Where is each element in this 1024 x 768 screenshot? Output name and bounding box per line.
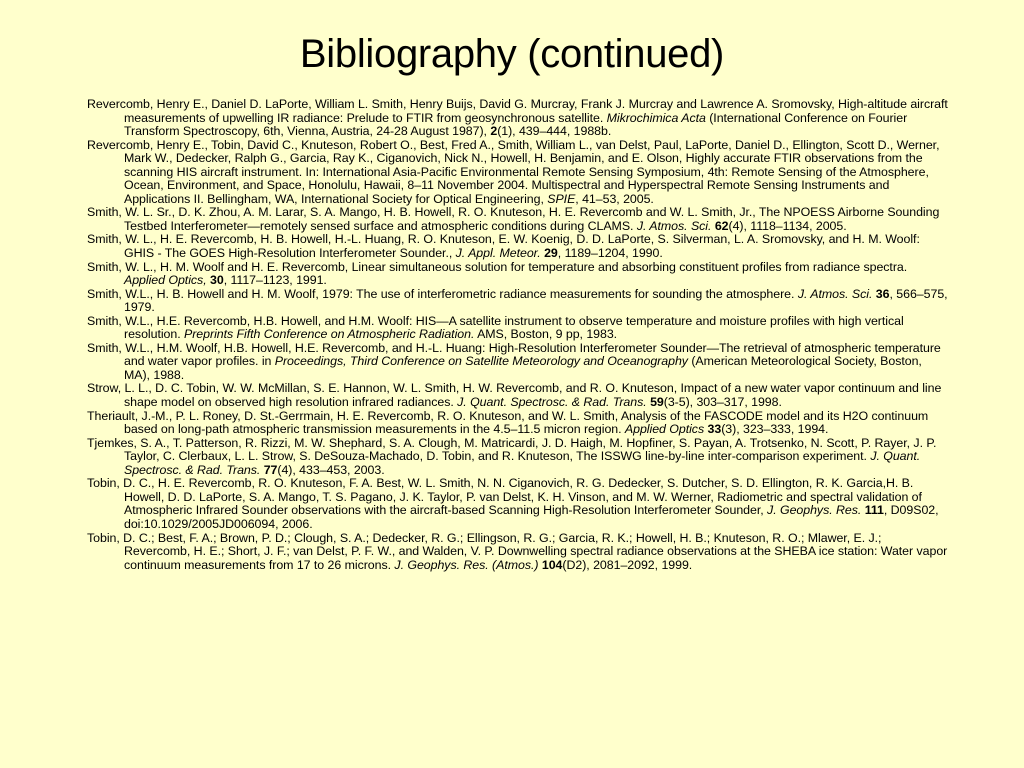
reference-entry [87, 532, 949, 573]
journal-title: J. Geophys. Res. [767, 503, 862, 518]
journal-title: J. Appl. Meteor. [455, 246, 541, 261]
reference-entry [87, 261, 949, 288]
reference-entry [87, 139, 949, 207]
reference-list [87, 98, 949, 572]
volume-number: 104 [541, 557, 563, 572]
reference-text: (4), 1118–1134, 2005. [728, 218, 847, 233]
reference-text: , 41–53, 2005. [575, 191, 654, 206]
reference-text: , 1189–1204, 1990. [557, 246, 663, 261]
reference-text: Smith, W. L., H. E. Revercomb, H. B. Howell, H.-L. Huang, R. O. Knuteson, E. W. Koenig, D. D. LaPorte, S. Silverman, L. A. Sromovsky, and H. M. Woolf: GHIS - The GOES High-Resolution Interferometer Sounder., [87, 232, 920, 261]
journal-title: Applied Optics [624, 422, 705, 437]
volume-number: 30 [210, 273, 224, 288]
reference-text: (D2), 2081–2092, 1999. [562, 557, 693, 572]
reference-entry [87, 342, 949, 383]
journal-title: J. Atmos. Sci. [797, 286, 873, 301]
reference-text: , 566–575, 1979. [124, 286, 948, 315]
reference-text: (3), 323–333, 1994. [721, 422, 829, 437]
reference-text: (1), 439–444, 1988b. [497, 124, 612, 139]
journal-title: J. Quant. Spectrosc. & Rad. Trans. [457, 395, 647, 410]
journal-title: J. Quant. Spectrosc. & Rad. Trans. [124, 449, 921, 477]
journal-title: Proceedings, Third Conference on Satellite Meteorology and Oceanography [274, 354, 688, 369]
volume-number: 29 [544, 246, 558, 261]
reference-text: , D09S02, doi:10.1029/2005JD006094, 2006. [124, 503, 939, 531]
reference-text: (American Meteorological Society, Boston, MA), 1988. [124, 354, 922, 382]
reference-text: AMS, Boston, 9 pp, 1983. [474, 327, 618, 342]
reference-entry [87, 98, 949, 139]
volume-number: 77 [263, 462, 278, 477]
reference-text: Tobin, D. C.; Best, F. A.; Brown, P. D.; Clough, S. A.; Dedecker, R. G.; Ellingson, R. G.; Garcia, R. K.; Howell, H. B.; Knuteson, R. O.; Mlawer, E. J.; Revercomb, H. E.; Short, J. F.; van Delst, P. F. W., and Walden, V. P. Downwelling spectral radiance observations at the SHEBA ice station: Water vapor continuum measurements from 17 to 26 microns. [87, 530, 948, 572]
volume-number: 36 [875, 286, 890, 301]
reference-text: , 1117–1123, 1991. [223, 273, 327, 288]
reference-entry [87, 315, 949, 342]
volume-number: 33 [707, 422, 722, 437]
reference-entry [87, 477, 949, 531]
journal-title: Applied Optics, [124, 273, 207, 288]
reference-text: (International Conference on Fourier Transform Spectroscopy, 6th, Vienna, Austria, 24-28 August 1987), [124, 110, 908, 139]
volume-number: 111 [864, 503, 884, 518]
reference-text: (3-5), 303–317, 1998. [663, 395, 782, 410]
reference-text: Tjemkes, S. A., T. Patterson, R. Rizzi, M. W. Shephard, S. A. Clough, M. Matricardi, J. D. Haigh, M. Hopfiner, S. Payan, A. Trotsenko, N. Scott, P. Rayer, J. P. Taylor, C. Clerbaux, L. L. Strow, S. DeSouza-Machado, D. Tobin, and R. Knuteson, The ISSWG line-by-line inter-comparison experiment. [87, 435, 937, 464]
reference-text: Tobin, D. C., H. E. Revercomb, R. O. Knuteson, F. A. Best, W. L. Smith, N. N. Ciganovich, R. G. Dedecker, S. Dutcher, S. D. Ellington, R. K. Garcia,H. B. Howell, D. D. LaPorte, S. A. Mango, T. S. Pagano, J. K. Taylor, P. van Delst, K. H. Vinson, and M. W. Werner, Radiometric and spectral validation of Atmospheric Infrared Sounder observations with the aircraft-based Scanning High-Resolution Interferometer Sounder, [87, 476, 922, 518]
reference-entry [87, 206, 949, 233]
reference-text: Theriault, J.-M., P. L. Roney, D. St.-Gerrmain, H. E. Revercomb, R. O. Knuteson, and W. L. Smith, Analysis of the FASCODE model and its H2O continuum based on long-path atmospheric transmission measurements in the 4.5–11.5 micron region. [87, 408, 929, 437]
reference-text: Smith, W.L., H.E. Revercomb, H.B. Howell, and H.M. Woolf: HIS—A satellite instrument to observe temperature and moisture profiles with high vertical resolution. [87, 313, 904, 342]
reference-entry [87, 288, 949, 315]
journal-title: Mikrochimica Acta [606, 110, 706, 125]
reference-entry [87, 233, 949, 260]
volume-number: 2 [490, 124, 498, 139]
reference-text: Smith, W. L. Sr., D. K. Zhou, A. M. Larar, S. A. Mango, H. B. Howell, R. O. Knuteson, H. E. Revercomb and W. L. Smith, Jr., The NPOESS Airborne Sounding Testbed Interferometer—remotely sensed surface and atmospheric conditions during CLAMS. [87, 205, 940, 233]
journal-title: J. Geophys. Res. (Atmos.) [394, 557, 539, 572]
reference-text: Smith, W.L., H.M. Woolf, H.B. Howell, H.E. Revercomb, and H.-L. Huang: High-Resolution Interferometer Sounder—The retrieval of atmospheric temperature and water vapor profiles. in [87, 340, 941, 369]
reference-text: (4), 433–453, 2003. [277, 462, 385, 477]
slide-title: Bibliography (continued) [299, 32, 725, 76]
reference-entry [87, 382, 949, 409]
reference-entry [87, 410, 949, 437]
reference-entry [87, 437, 949, 478]
journal-title: SPIE [547, 191, 576, 206]
volume-number: 62 [714, 218, 729, 233]
reference-text: Strow, L. L., D. C. Tobin, W. W. McMillan, S. E. Hannon, W. L. Smith, H. W. Revercomb, and R. O. Knuteson, Impact of a new water vapor continuum and line shape model on observed high resolution infrared radiances. [87, 381, 942, 410]
journal-title: Preprints Fifth Conference on Atmospheric Radiation. [184, 327, 475, 342]
volume-number: 59 [650, 395, 664, 410]
reference-text: Revercomb, Henry E., Tobin, David C., Knuteson, Robert O., Best, Fred A., Smith, William L., van Delst, Paul, LaPorte, Daniel D., Ellington, Scott D., Werner, Mark W., Dedecker, Ralph G., Garcia, Ray K., Ciganovich, Nick N., Howell, H. Benjamin, and E. Olson, Highly accurate FTIR observations from the scanning HIS aircraft instrument. In: International Asia-Pacific Environmental Remote Sensing Symposium, 4th: Remote Sensing of the Atmosphere, Ocean, Environment, and Space, Honolulu, Hawaii, 8–11 November 2004. Multispectral and Hyperspectral Remote Sensing Instruments and Applications II. Bellingham, WA, International Society for Optical Engineering, [87, 137, 940, 206]
reference-text: Smith, W. L., H. M. Woolf and H. E. Revercomb, Linear simultaneous solution for temperature and absorbing constituent profiles from radiance spectra. [87, 259, 908, 274]
reference-text: Revercomb, Henry E., Daniel D. LaPorte, William L. Smith, Henry Buijs, David G. Murcray, Frank J. Murcray and Lawrence A. Sromovsky, High-altitude aircraft measurements of upwelling IR radiance: Prelude to FTIR from geosynchronous satellite. [87, 97, 948, 125]
reference-text: Smith, W.L., H. B. Howell and H. M. Woolf, 1979: The use of interferometric radiance measurements for sounding the atmosphere. [87, 286, 798, 301]
journal-title: J. Atmos. Sci. [636, 218, 712, 233]
